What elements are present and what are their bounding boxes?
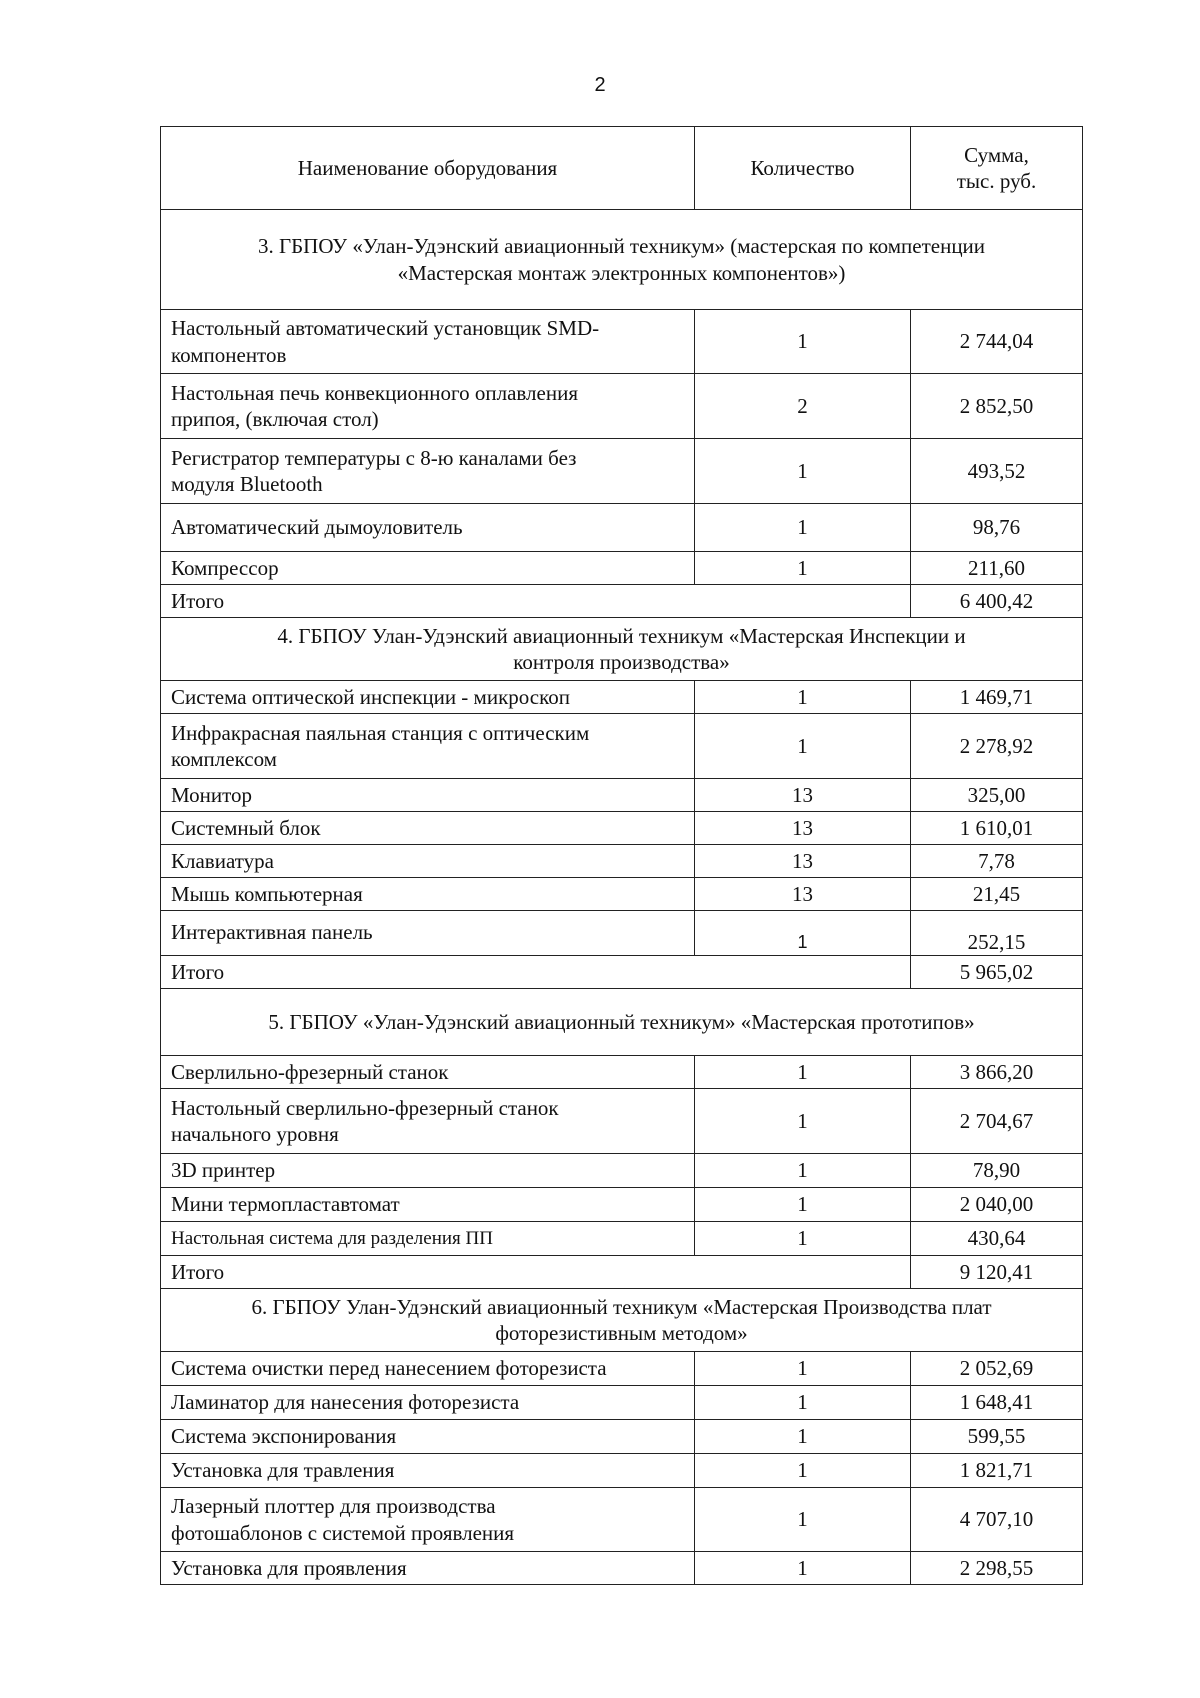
item-quantity: 1 [695,1222,911,1256]
item-sum: 2 040,00 [911,1188,1083,1222]
table-row [161,779,1083,812]
item-name: Монитор [161,779,695,812]
item-quantity: 1 [695,439,911,504]
table-header-row [161,127,1083,210]
item-name-line1: Лазерный плоттер для производства [171,1494,496,1519]
item-quantity: 1 [695,1188,911,1222]
section-title: 5. ГБПОУ «Улан-Удэнский авиационный техникум» «Мастерская прототипов» [161,989,1083,1056]
item-quantity: 13 [695,878,911,911]
item-quantity: 1 [695,504,911,552]
item-name-line1: Регистратор температуры с 8-ю каналами без [171,445,577,470]
table-row [161,1488,1083,1552]
total-sum: 5 965,02 [911,956,1083,989]
section-title-line2: фоторезистивным методом» [495,1321,748,1345]
header-sum-line1: Сумма, [964,142,1029,167]
item-quantity: 13 [695,845,911,878]
item-quantity: 1 [695,1056,911,1089]
item-sum: 2 298,55 [911,1552,1083,1585]
header-name: Наименование оборудования [161,127,695,210]
item-name: Сверлильно-фрезерный станок [161,1056,695,1089]
item-name [161,310,695,374]
item-name: Установка для травления [161,1454,695,1488]
item-name-line1: Настольный автоматический установщик SMD- [171,316,600,341]
item-sum: 211,60 [911,552,1083,585]
section-title [161,210,1083,310]
item-sum: 1 821,71 [911,1454,1083,1488]
item-quantity: 1 [695,1552,911,1585]
section-row [161,618,1083,681]
item-name [161,714,695,779]
item-name-line2: комплексом [171,747,277,771]
item-name: Система экспонирования [161,1420,695,1454]
item-name: Интерактивная панель [161,911,695,956]
item-sum: 1 648,41 [911,1386,1083,1420]
item-quantity: 1 [695,552,911,585]
table-row [161,681,1083,714]
item-name-line2: фотошаблонов с системой проявления [171,1520,515,1545]
table-row [161,911,1083,956]
table-row [161,1154,1083,1188]
item-sum: 1 469,71 [911,681,1083,714]
table-row [161,374,1083,439]
table-row [161,812,1083,845]
item-sum: 21,45 [911,878,1083,911]
section-title-line1: 6. ГБПОУ Улан-Удэнский авиационный техникум «Мастерская Производства плат [251,1294,992,1319]
item-quantity: 1 [695,1089,911,1154]
item-name: Система очистки перед нанесением фоторезиста [161,1352,695,1386]
item-name: Настольная система для разделения ПП [161,1222,695,1256]
item-name: Системный блок [161,812,695,845]
item-name-line1: Настольный сверлильно-фрезерный станок [171,1095,559,1120]
item-quantity: 1 [695,1154,911,1188]
table-row [161,1222,1083,1256]
table-row [161,504,1083,552]
item-quantity: 1 [695,310,911,374]
item-sum: 4 707,10 [911,1488,1083,1552]
table-row [161,552,1083,585]
item-name: Клавиатура [161,845,695,878]
section-title [161,618,1083,681]
section-title-line1: 4. ГБПОУ Улан-Удэнский авиационный техникум «Мастерская Инспекции и [277,623,966,648]
section-title [161,1289,1083,1352]
total-sum: 6 400,42 [911,585,1083,618]
item-sum: 1 610,01 [911,812,1083,845]
total-row [161,1256,1083,1289]
item-name [161,439,695,504]
item-sum: 252,15 [911,911,1083,956]
item-quantity: 1 [695,1420,911,1454]
section-title-line2: «Мастерская монтаж электронных компонентов») [397,260,846,285]
total-row [161,585,1083,618]
item-name [161,374,695,439]
item-quantity: 1 [695,1488,911,1552]
table-row [161,845,1083,878]
table-row [161,1454,1083,1488]
section-row [161,989,1083,1056]
item-name: Установка для проявления [161,1552,695,1585]
item-sum: 2 852,50 [911,374,1083,439]
item-sum: 599,55 [911,1420,1083,1454]
item-name-line2: начального уровня [171,1122,339,1146]
item-quantity: 13 [695,779,911,812]
item-name-line2: припоя, (включая стол) [171,407,379,431]
table-row [161,1089,1083,1154]
table-row [161,1386,1083,1420]
item-sum: 2 744,04 [911,310,1083,374]
table-row [161,1552,1083,1585]
item-name-line2: компонентов [171,342,287,367]
section-title-line1: 3. ГБПОУ «Улан-Удэнский авиационный техникум» (мастерская по компетенции [257,234,986,259]
header-quantity: Количество [695,127,911,210]
header-sum-line2: тыс. руб. [956,169,1037,193]
item-quantity: 1 [695,681,911,714]
item-quantity: 2 [695,374,911,439]
item-sum: 430,64 [911,1222,1083,1256]
item-quantity: 1 [695,1454,911,1488]
section-row [161,210,1083,310]
equipment-table [160,126,1083,1585]
item-name [161,1089,695,1154]
item-sum: 78,90 [911,1154,1083,1188]
item-name: Мышь компьютерная [161,878,695,911]
item-name: Компрессор [161,552,695,585]
item-name [161,1488,695,1552]
item-name-line2: модуля Bluetooth [171,472,323,496]
table-row [161,878,1083,911]
item-quantity: 1 [695,911,911,956]
item-sum: 493,52 [911,439,1083,504]
item-name: 3D принтер [161,1154,695,1188]
header-sum [911,127,1083,210]
item-quantity: 1 [695,1352,911,1386]
item-sum: 98,76 [911,504,1083,552]
table-row [161,1188,1083,1222]
table-row [161,310,1083,374]
section-title-line2: контроля производства» [513,650,730,674]
item-name: Мини термопластавтомат [161,1188,695,1222]
total-label: Итого [161,1256,911,1289]
table-row [161,1420,1083,1454]
item-quantity: 1 [695,714,911,779]
item-name: Ламинатор для нанесения фоторезиста [161,1386,695,1420]
table-row [161,1352,1083,1386]
item-sum: 7,78 [911,845,1083,878]
item-name: Система оптической инспекции - микроскоп [161,681,695,714]
item-name: Автоматический дымоуловитель [161,504,695,552]
table-row [161,1056,1083,1089]
item-sum: 325,00 [911,779,1083,812]
item-sum: 2 278,92 [911,714,1083,779]
page-number: 2 [594,74,606,96]
item-quantity: 13 [695,812,911,845]
table-row [161,439,1083,504]
item-sum: 3 866,20 [911,1056,1083,1089]
total-sum: 9 120,41 [911,1256,1083,1289]
item-name-line1: Настольная печь конвекционного оплавления [171,380,578,405]
total-label: Итого [161,585,911,618]
item-name-line1: Инфракрасная паяльная станция с оптическим [171,720,590,745]
item-quantity: 1 [695,1386,911,1420]
total-label: Итого [161,956,911,989]
item-sum: 2 704,67 [911,1089,1083,1154]
section-row [161,1289,1083,1352]
total-row [161,956,1083,989]
table-row [161,714,1083,779]
item-sum: 2 052,69 [911,1352,1083,1386]
